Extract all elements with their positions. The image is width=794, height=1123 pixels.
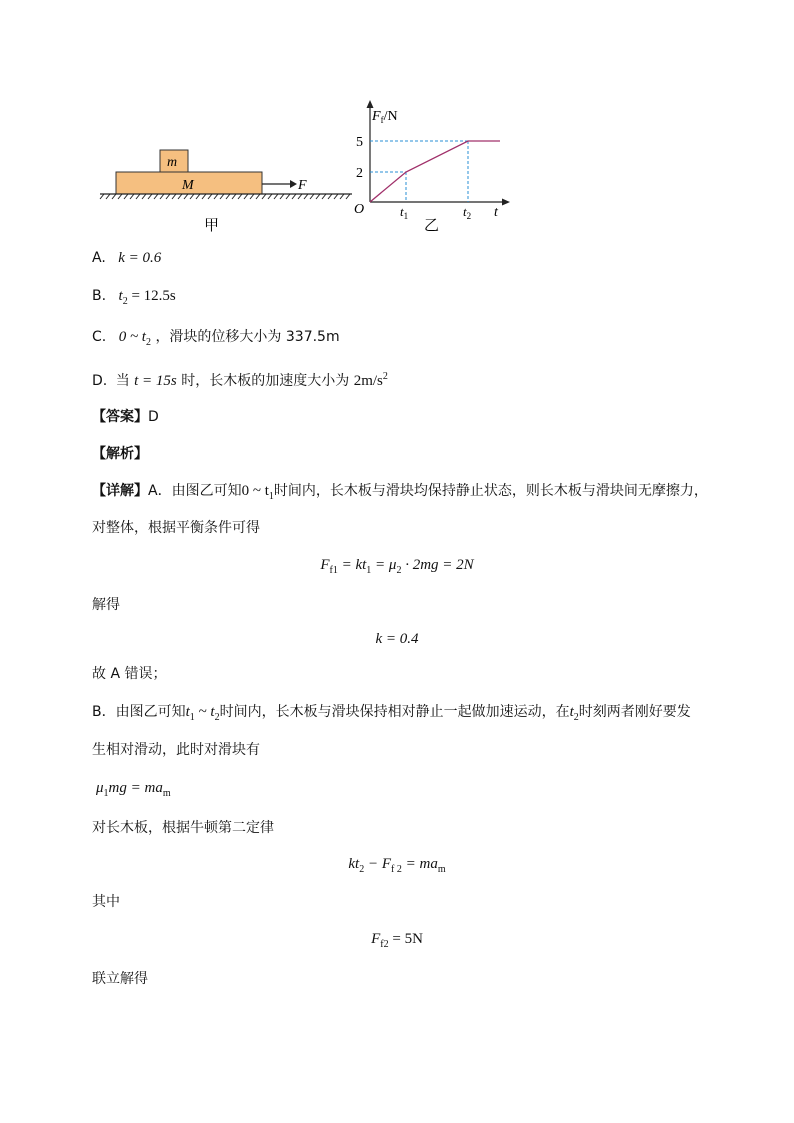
option-a: [92, 248, 161, 268]
x-tick-t1: $t_1$: [400, 204, 409, 221]
figure-jia: [96, 146, 358, 238]
detail-b-range: $t_1$ ~ $t_2$: [185, 704, 220, 723]
y-axis-label: $F_f/N$: [372, 109, 398, 125]
option-d-text-2: 时，长木板的加速度大小为: [176, 373, 354, 389]
option-b: [92, 286, 176, 312]
where-label: 其中: [92, 894, 120, 910]
answer-label: 【答案】: [92, 409, 148, 425]
ground-hatch: [100, 194, 350, 199]
equation-3: $\mu_1mg = ma_m$: [96, 780, 171, 799]
option-c-text: ，滑块的位移大小为 337.5m: [155, 329, 340, 345]
x-axis-label: t: [494, 205, 498, 220]
long-board-label: M: [182, 178, 194, 193]
force-arrow-head: [290, 180, 297, 188]
option-c-label: C.: [92, 329, 107, 345]
y-tick-2: 2: [356, 166, 363, 181]
detail-label: 【详解】: [92, 483, 148, 499]
equation-4: $kt_2 - F_{f 2} = ma_m$: [348, 856, 446, 875]
figure-yi: [350, 98, 512, 238]
small-block-label: m: [167, 155, 178, 170]
equation-1: $F_{f1} = kt_1 = \mu_2 \cdot 2mg = 2N$: [320, 557, 474, 576]
option-a-label: A.: [92, 250, 106, 266]
answer-value: D: [148, 409, 159, 425]
force-label: F: [298, 178, 307, 193]
option-b-text: $t_2 = 12.5s$: [118, 288, 176, 307]
x-tick-t2: $t_2$: [463, 204, 472, 221]
detail-a-range: 0 ~ $t_1$: [241, 483, 274, 502]
equation-5: $F_{f2} = 5N$: [371, 931, 423, 950]
option-d-label: D.: [92, 373, 108, 389]
detail-b-line-2: 生相对滑动，此时对滑块有: [92, 742, 260, 758]
detail-a-line-1: 【详解】A．由图乙可知0 ~ $t_1$时间内，长木板与滑块均保持静止状态，则长木板与滑块间无摩擦力，: [92, 483, 708, 502]
option-c: [92, 327, 340, 353]
solve-2: 联立解得: [92, 971, 148, 987]
option-d-math: t = 15s: [134, 373, 177, 389]
answer-line: [92, 407, 159, 427]
friction-curve: [370, 141, 500, 202]
figure-yi-caption: 乙: [424, 218, 440, 234]
y-axis-arrow: [367, 100, 374, 108]
option-d-text-1: 当: [115, 373, 135, 389]
origin-label: O: [354, 202, 365, 217]
option-a-text: k = 0.6: [118, 250, 162, 266]
option-d: [92, 367, 388, 391]
option-c-math: 0 ~ $t_2$: [118, 329, 151, 348]
figure-jia-caption: 甲: [204, 218, 220, 234]
solve-1: 解得: [92, 597, 120, 613]
detail-a-conclusion: 故 A 错误；: [92, 666, 167, 682]
equation-2: k = 0.4: [375, 631, 419, 647]
x-axis-arrow: [502, 199, 510, 206]
option-b-label: B.: [92, 288, 107, 304]
detail-a-line-2: 对整体，根据平衡条件可得: [92, 520, 260, 536]
detail-b-line-3: 对长木板，根据牛顿第二定律: [92, 820, 274, 836]
option-d-value: $2m/s^2$: [353, 371, 388, 389]
y-tick-5: 5: [356, 135, 363, 150]
analysis-label: 【解析】: [92, 446, 148, 462]
detail-b-line-1: B．由图乙可知$t_1$ ~ $t_2$时间内，长木板与滑块保持相对静止一起做加速运动，在$t_2$时刻两者刚好要发: [92, 704, 691, 723]
